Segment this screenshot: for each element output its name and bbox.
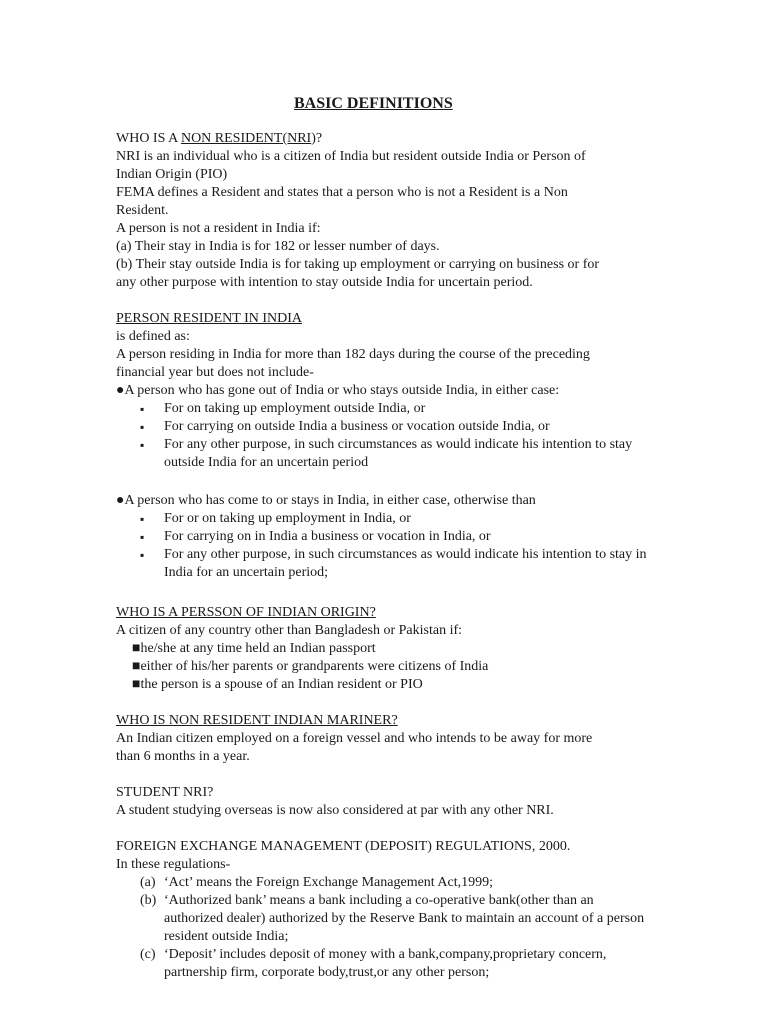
section-pio bbox=[116, 604, 661, 694]
section-student-nri bbox=[116, 784, 661, 820]
text-line: ●A person who has gone out of India or who stays outside India, in either case: bbox=[116, 383, 560, 398]
section-heading: WHO IS A PERSSON OF INDIAN ORIGIN? bbox=[116, 605, 376, 620]
text-line: FEMA defines a Resident and states that a person who is not a Resident is a Non bbox=[116, 185, 568, 200]
list-item: ■he/she at any time held an Indian passport bbox=[132, 641, 376, 656]
section-mariner bbox=[116, 712, 661, 766]
text-line: A student studying overseas is now also considered at par with any other NRI. bbox=[116, 803, 554, 818]
list-item: ■either of his/her parents or grandparents were citizens of India bbox=[132, 659, 489, 674]
section-person-resident-2 bbox=[116, 492, 661, 582]
list-item bbox=[116, 946, 624, 982]
text-line: An Indian citizen employed on a foreign vessel and who intends to be away for more bbox=[116, 731, 593, 746]
list-marker: (a) bbox=[140, 875, 156, 890]
text-line: Resident. bbox=[116, 203, 169, 218]
list-item-text: ‘Act’ means the Foreign Exchange Management Act,1999; bbox=[164, 875, 494, 890]
section-person-resident bbox=[116, 310, 661, 472]
list-item bbox=[116, 874, 661, 892]
section-heading: PERSON RESIDENT IN INDIA bbox=[116, 311, 303, 326]
section-heading: WHO IS NON RESIDENT INDIAN MARINER? bbox=[116, 713, 398, 728]
bullet-list bbox=[116, 510, 661, 582]
section-heading: WHO IS A NON RESIDENT(NRI)? bbox=[116, 131, 323, 146]
bullet-list bbox=[116, 400, 661, 472]
list-marker: (c) bbox=[140, 947, 156, 962]
text-line: (b) Their stay outside India is for taking up employment or carrying on business or for bbox=[116, 257, 600, 272]
text-line: financial year but does not include- bbox=[116, 365, 314, 380]
list-item: ▪ For carrying on outside India a business or vocation outside India, or bbox=[116, 418, 661, 436]
text-line: than 6 months in a year. bbox=[116, 749, 250, 764]
list-item bbox=[116, 892, 656, 946]
list-item: ▪ For or on taking up employment in India, or bbox=[116, 510, 661, 528]
section-nri bbox=[116, 130, 661, 292]
section-heading: STUDENT NRI? bbox=[116, 785, 214, 800]
section-fema-regulations bbox=[116, 838, 661, 982]
text-line: is defined as: bbox=[116, 329, 190, 344]
list-item: ▪ For on taking up employment outside India, or bbox=[116, 400, 661, 418]
list-item-text: ‘Deposit’ includes deposit of money with a bank,company,proprietary concern, partnership firm, corporate body,trust,or any other person; bbox=[164, 947, 607, 980]
list-item: ▪ For any other purpose, in such circumstances as would indicate his intention to stay in India for an uncertain period; bbox=[116, 546, 656, 582]
text-line: (a) Their stay in India is for 182 or lesser number of days. bbox=[116, 239, 440, 254]
heading-link[interactable]: NON RESIDENT(NRI bbox=[180, 131, 312, 146]
text-line: A person is not a resident in India if: bbox=[116, 221, 321, 236]
section-heading: FOREIGN EXCHANGE MANAGEMENT (DEPOSIT) REGULATIONS, 2000. bbox=[116, 839, 571, 854]
list-item: ▪ For carrying on in India a business or vocation in India, or bbox=[116, 528, 661, 546]
list-marker: (b) bbox=[140, 893, 157, 908]
page-title: BASIC DEFINITIONS bbox=[294, 95, 453, 112]
text-line: NRI is an individual who is a citizen of India but resident outside India or Person of bbox=[116, 149, 586, 164]
list-item: ▪ For any other purpose, in such circumstances as would indicate his intention to stay outside India for an uncertain period bbox=[116, 436, 656, 472]
text-line: In these regulations- bbox=[116, 857, 231, 872]
text-line: A citizen of any country other than Bangladesh or Pakistan if: bbox=[116, 623, 463, 638]
definitions-list bbox=[116, 874, 661, 982]
list-item: ■the person is a spouse of an Indian resident or PIO bbox=[132, 677, 423, 692]
text-line: any other purpose with intention to stay outside India for uncertain period. bbox=[116, 275, 533, 290]
text-line: Indian Origin (PIO) bbox=[116, 167, 228, 182]
list-item-text: ‘Authorized bank’ means a bank including a co-operative bank(other than an authorized dealer) authorized by the Reserve Bank to maintain an account of a person resident outside India; bbox=[164, 893, 645, 944]
text-line: ●A person who has come to or stays in India, in either case, otherwise than bbox=[116, 493, 536, 508]
text-line: A person residing in India for more than 182 days during the course of the preceding bbox=[116, 347, 590, 362]
